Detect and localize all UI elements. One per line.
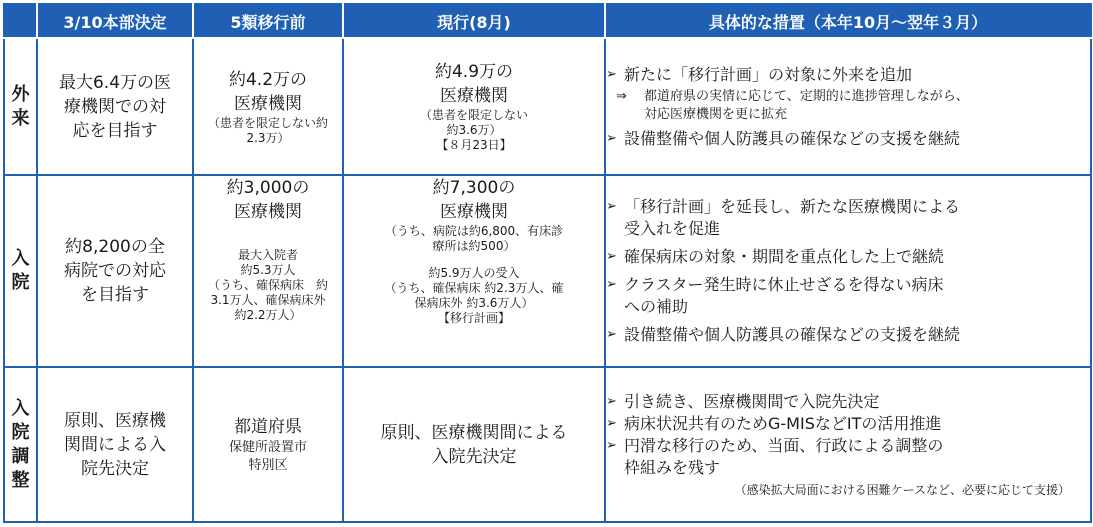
measure-item: ➢ 新たに「移行計画」の対象に外来を追加 bbox=[606, 64, 913, 84]
measure-item: ➢ 引き続き、医療機関間で入院先決定 bbox=[606, 391, 880, 411]
arrow-bullet-icon: ➢ bbox=[606, 66, 617, 82]
measure-item: ➢ 円滑な移行のため、当面、行政による調整の 枠組みを残す bbox=[606, 435, 944, 477]
row-inpatient bbox=[4, 175, 1091, 367]
measure-subitem: ⇒ 都道府県の実情に応じて、定期的に進捗管理しながら、 対応医療機関を更に拡充 bbox=[616, 88, 969, 122]
outpatient-measures bbox=[605, 38, 1091, 175]
arrow-bullet-icon: ➢ bbox=[606, 130, 617, 146]
arrow-bullet-icon: ➢ bbox=[606, 415, 617, 431]
inpatient-current: 約7,300の 医療機関 （うち、病院は約6,800、有床診 療所は約500） 約5.9万人の受入 （うち、確保病床 約2.3万人、確 保病床外 約3.6万人） 【移行計画】 bbox=[343, 175, 605, 367]
measure-item: ➢ 「移行計画」を延長し、新たな医療機関による 受入れを促進 bbox=[606, 197, 961, 238]
arrow-bullet-icon: ➢ bbox=[606, 277, 617, 292]
policy-table bbox=[3, 3, 1092, 523]
header-current: 現行(8月) bbox=[343, 4, 605, 38]
arrow-bullet-icon: ➢ bbox=[606, 437, 617, 453]
coordination-current: 原則、医療機関間による 入院先決定 bbox=[343, 367, 605, 522]
header-row bbox=[4, 4, 1091, 38]
arrow-bullet-icon: ➢ bbox=[606, 249, 617, 264]
inpatient-before: 約3,000の 医療機関 最大入院者 約5.3万人 （うち、確保病床 約 3.1万人、確保病床外 約2.2万人） bbox=[193, 175, 343, 367]
row-label-inpatient: 入 院 bbox=[4, 175, 37, 367]
outpatient-before: 約4.2万の 医療機関 （患者を限定しない約 2.3万） bbox=[193, 38, 343, 175]
measure-note: （感染拡大局面における困難ケースなど、必要に応じて支援） bbox=[734, 482, 1070, 497]
measure-item: ➢ 確保病床の対象・期間を重点化した上で継続 bbox=[606, 247, 945, 266]
header-corner bbox=[4, 4, 37, 38]
header-before: 5類移行前 bbox=[193, 4, 343, 38]
arrow-bullet-icon: ➢ bbox=[606, 199, 617, 214]
coordination-measures bbox=[605, 367, 1091, 522]
inpatient-goal: 約8,200の全 病院での対応 を目指す bbox=[37, 175, 193, 367]
row-label-outpatient: 外 来 bbox=[4, 38, 37, 175]
row-label-coordination: 入 院 調 整 bbox=[4, 367, 37, 522]
header-measures: 具体的な措置（本年10月～翌年３月） bbox=[605, 4, 1091, 38]
header-decision: 3/10本部決定 bbox=[37, 4, 193, 38]
row-outpatient bbox=[4, 38, 1091, 175]
measure-item: ➢ 設備整備や個人防護具の確保などの支援を継続 bbox=[606, 128, 961, 148]
coordination-before: 都道府県 保健所設置市 特別区 bbox=[193, 367, 343, 522]
outpatient-goal: 最大6.4万の医 療機関での対 応を目指す bbox=[37, 38, 193, 175]
arrow-bullet-icon: ➢ bbox=[606, 393, 617, 409]
inpatient-measures bbox=[605, 175, 1091, 367]
measure-item: ➢ クラスター発生時に休止せざるを得ない病床 への補助 bbox=[606, 275, 944, 316]
measure-item: ➢ 病床状況共有のためG-MISなどITの活用推進 bbox=[606, 413, 942, 433]
implies-arrow-icon: ⇒ bbox=[616, 88, 627, 104]
coordination-goal: 原則、医療機 関間による入 院先決定 bbox=[37, 367, 193, 522]
row-coordination bbox=[4, 367, 1091, 522]
outpatient-current: 約4.9万の 医療機関 （患者を限定しない 約3.6万） 【８月23日】 bbox=[343, 38, 605, 175]
measure-item: ➢ 設備整備や個人防護具の確保などの支援を継続 bbox=[606, 325, 961, 344]
arrow-bullet-icon: ➢ bbox=[606, 327, 617, 342]
